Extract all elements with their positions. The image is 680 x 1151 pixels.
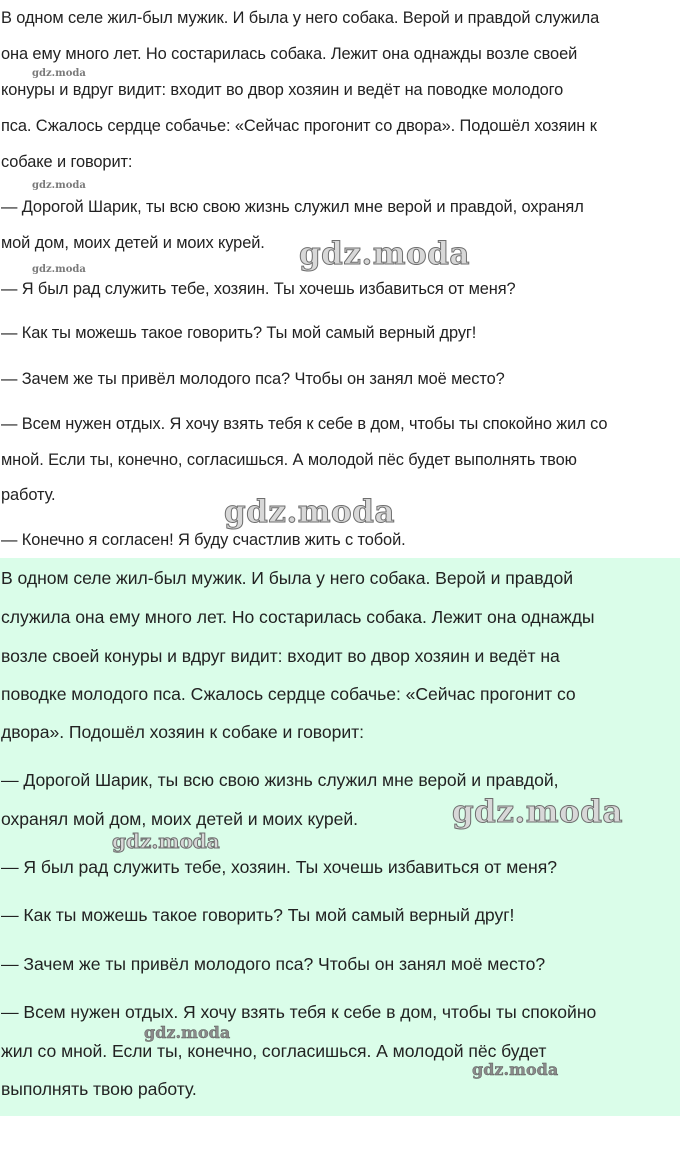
- text-line: возле своей конуры и вдруг видит: входит во двор хозяин и ведёт на: [1, 646, 560, 666]
- text-line: служила она ему много лет. Но состарилась собака. Лежит она однажды: [1, 607, 595, 627]
- text-line: двора». Подошёл хозяин к собаке и говорит:: [1, 722, 365, 742]
- text-line: — Как ты можешь такое говорить? Ты мой самый верный друг!: [1, 905, 515, 925]
- text-line: — Как ты можешь такое говорить? Ты мой самый верный друг!: [1, 324, 477, 342]
- text-line: — Всем нужен отдых. Я хочу взять тебя к себе в дом, чтобы ты спокойно жил со: [1, 415, 608, 433]
- watermark-logo: gdz.moda: [299, 236, 470, 272]
- watermark-logo: gdz.moda: [32, 180, 86, 191]
- highlighted-text-block: [0, 558, 680, 1116]
- text-line: работу.: [1, 486, 56, 504]
- text-line: она ему много лет. Но состарилась собака. Лежит она однажды возле своей: [1, 45, 578, 63]
- watermark-logo: gdz.moda: [112, 829, 220, 853]
- watermark-logo: gdz.moda: [32, 264, 86, 275]
- text-line: — Зачем же ты привёл молодого пса? Чтобы он занял моё место?: [1, 370, 505, 388]
- watermark-logo: gdz.moda: [144, 1023, 231, 1042]
- text-line: выполнять твою работу.: [1, 1079, 197, 1099]
- watermark-logo: gdz.moda: [472, 1060, 559, 1079]
- text-line: — Всем нужен отдых. Я хочу взять тебя к себе в дом, чтобы ты спокойно: [1, 1002, 597, 1022]
- top-text-block: [0, 0, 680, 558]
- text-line: поводке молодого пса. Сжалось сердце собачье: «Сейчас прогонит со: [1, 684, 576, 704]
- text-line: конуры и вдруг видит: входит во двор хозяин и ведёт на поводке молодого: [1, 81, 564, 99]
- text-line: — Дорогой Шарик, ты всю свою жизнь служил мне верой и правдой,: [1, 770, 559, 790]
- text-line: охранял мой дом, моих детей и моих курей.: [1, 809, 358, 829]
- text-line: мой дом, моих детей и моих курей.: [1, 234, 265, 252]
- watermark-logo: gdz.moda: [32, 68, 86, 79]
- text-line: собаке и говорит:: [1, 153, 133, 171]
- text-line: жил со мной. Если ты, конечно, согласишься. А молодой пёс будет: [1, 1041, 547, 1061]
- text-line: мной. Если ты, конечно, согласишься. А молодой пёс будет выполнять твою: [1, 451, 577, 469]
- text-line: — Я был рад служить тебе, хозяин. Ты хочешь избавиться от меня?: [1, 857, 557, 877]
- text-line: В одном селе жил-был мужик. И была у него собака. Верой и правдой служила: [1, 9, 600, 27]
- text-line: — Зачем же ты привёл молодого пса? Чтобы он занял моё место?: [1, 954, 546, 974]
- text-line: — Конечно я согласен! Я буду счастлив жить с тобой.: [1, 531, 406, 549]
- text-line: — Я был рад служить тебе, хозяин. Ты хочешь избавиться от меня?: [1, 280, 516, 298]
- text-line: — Дорогой Шарик, ты всю свою жизнь служил мне верой и правдой, охранял: [1, 198, 584, 216]
- watermark-logo: gdz.moda: [452, 794, 623, 830]
- text-line: В одном селе жил-был мужик. И была у него собака. Верой и правдой: [1, 568, 574, 588]
- watermark-logo: gdz.moda: [224, 494, 395, 530]
- text-line: пса. Сжалось сердце собачье: «Сейчас прогонит со двора». Подошёл хозяин к: [1, 117, 597, 135]
